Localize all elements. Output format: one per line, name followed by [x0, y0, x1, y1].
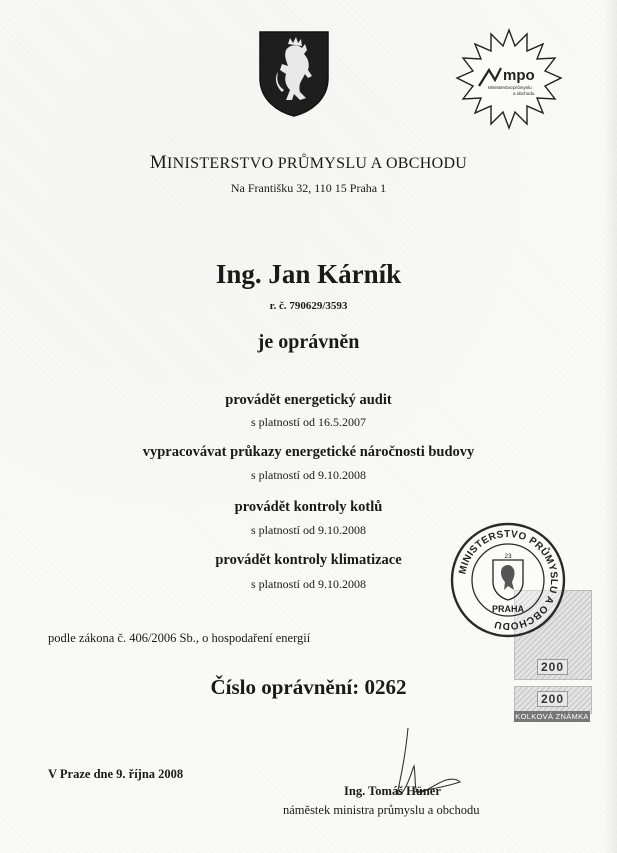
stamp-number: 23	[504, 553, 512, 560]
holder-name: Ing. Jan Kárník	[215, 259, 402, 289]
activity-validity: s platností od 9.10.2008	[250, 468, 366, 482]
activity-validity: s platností od 9.10.2008	[250, 577, 366, 591]
mpo-logo	[455, 28, 563, 130]
stamp-ring-text: MINISTERSTVO PRŮMYSLU A OBCHODU	[457, 528, 560, 632]
signatory-role: náměstek ministra průmyslu a obchodu	[283, 803, 480, 817]
revenue-stamp	[514, 686, 592, 714]
activity-title: provádět kontroly kotlů	[234, 499, 383, 515]
ministry-name-rest: INISTERSTVO PRŮMYSLU A OBCHODU	[167, 155, 468, 172]
revenue-stamp-value: 200	[537, 691, 568, 707]
official-stamp	[448, 520, 568, 640]
stamp-seal-icon	[448, 520, 568, 640]
coat-of-arms-icon	[258, 30, 330, 118]
logo-line-3: a obchodu	[513, 91, 535, 96]
ministry-name	[0, 152, 617, 174]
place-and-date: V Praze dne 9. října 2008	[48, 767, 184, 781]
revenue-stamp-value: 200	[537, 659, 568, 675]
holder-birth-number: r. č. 790629/3593	[269, 300, 348, 312]
activity-title: provádět energetický audit	[225, 392, 392, 408]
stamp-city: PRAHA	[491, 604, 525, 614]
ministry-address: Na Františku 32, 110 15 Praha 1	[230, 181, 387, 195]
activity-title: vypracovávat průkazy energetické náročnosti budovy	[142, 444, 475, 460]
activity-validity: s platností od 16.5.2007	[250, 415, 366, 429]
signatory-name: Ing. Tomáš Hüner	[344, 784, 441, 798]
certificate-number: Číslo oprávnění: 0262	[210, 675, 407, 699]
logo-line-2: průmyslu	[513, 85, 532, 90]
logo-acronym: mpo	[503, 67, 535, 84]
activity-title: provádět kontroly klimatizace	[215, 552, 402, 568]
revenue-stamp-label: KOLKOVÁ ZNÁMKA	[515, 712, 589, 721]
legal-basis: podle zákona č. 406/2006 Sb., o hospodaření energií	[48, 631, 311, 645]
activity-validity: s platností od 9.10.2008	[250, 523, 366, 537]
authorization-heading: je oprávněn	[257, 331, 360, 353]
logo-line-1: Ministerstvo	[488, 85, 513, 90]
ministry-name-initial: M	[149, 152, 168, 173]
